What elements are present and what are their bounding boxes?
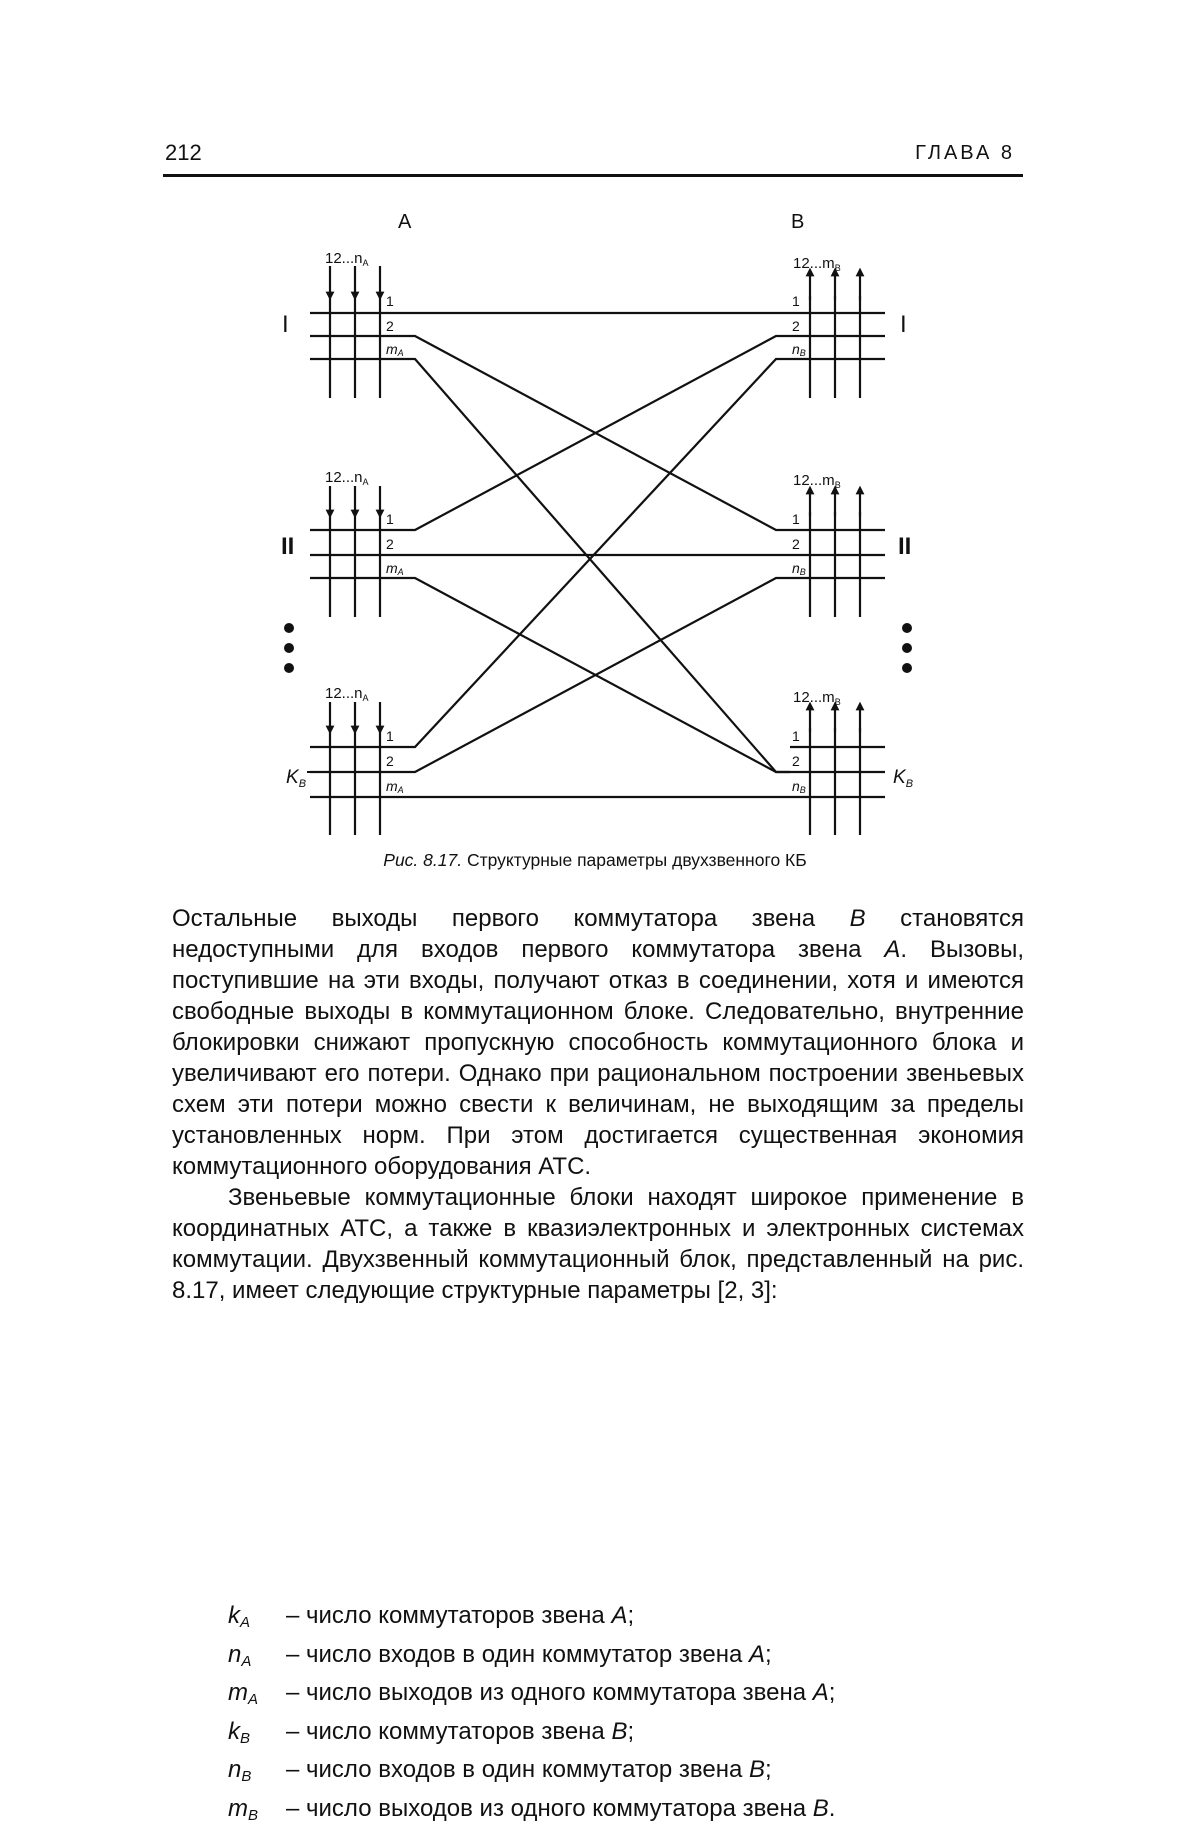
parameter-list (228, 1600, 835, 1831)
paragraph-1: Остальные выходы первого коммутатора звена B становятся недоступными для входов первого коммутатора звена A. Вызовы, поступившие на эти входы, получают отказ в соединении, хотя и имеются свободные выходы в коммутационном блоке. Следовательно, внутренние блокировки снижают пропускную способность коммутационного блока и увеличивают его потери. Однако при рациональном построении звеньевых схем эти потери можно свести к величинам, не выходящим за пределы установленных норм. При этом достигается существенная экономия коммутационного оборудования АТС. (172, 903, 1024, 1182)
svg-text:2: 2 (386, 753, 394, 769)
svg-text:1: 1 (386, 293, 394, 309)
param-mB: $m_B$ – число выходов из одного коммутатора звена B. (228, 1793, 835, 1831)
ellipsis-dots (284, 623, 912, 673)
block-label-right-1: I (900, 311, 907, 338)
svg-text:2: 2 (386, 318, 394, 334)
svg-text:2: 2 (792, 753, 800, 769)
row-labels-B (792, 293, 806, 795)
svg-text:nB: nB (792, 341, 806, 358)
stage-A-label: A (398, 211, 412, 233)
figure-caption (0, 850, 1190, 871)
svg-text:1: 1 (792, 293, 800, 309)
svg-text:1: 1 (386, 728, 394, 744)
page-header (163, 140, 1023, 177)
block-label-right-k: $K_B$ (893, 767, 913, 790)
svg-text:mA: mA (386, 341, 404, 358)
inputs-label-1: $12...n_A$ (325, 250, 369, 268)
svg-text:1: 1 (386, 511, 394, 527)
svg-text:mA: mA (386, 560, 404, 577)
chapter-title: ГЛАВА 8 (915, 142, 1015, 165)
svg-text:2: 2 (792, 536, 800, 552)
block-label-right-2: II (898, 533, 911, 560)
body-text (172, 903, 1024, 1306)
param-kB: $k_B$ – число коммутаторов звена B; (228, 1716, 835, 1755)
svg-text:nB: nB (792, 778, 806, 795)
svg-text:nB: nB (792, 560, 806, 577)
block-label-left-k: $K_B$ (286, 767, 306, 790)
stage-B-switch-1 (790, 272, 885, 398)
svg-text:mA: mA (386, 778, 404, 795)
inputs-label-k: $12...n_A$ (325, 685, 369, 703)
outputs-label-k: $12...m_B$ (793, 689, 841, 707)
stage-A-switch-k (310, 702, 395, 835)
row-labels-A (386, 293, 404, 795)
svg-text:1: 1 (792, 511, 800, 527)
block-label-left-1: I (282, 311, 289, 338)
param-mA: $m_A$ – число выходов из одного коммутатора звена A; (228, 1677, 835, 1716)
connection-links (395, 313, 790, 797)
paragraph-2: Звеньевые коммутационные блоки находят широкое применение в координатных АТС, а также в квазиэлектронных и электронных системах коммутации. Двухзвенный коммутационный блок, представленный на рис. 8.17, имеет следующие структурные параметры [2, 3]: (172, 1182, 1024, 1306)
stage-A-switch-2 (310, 486, 395, 617)
stage-A-switch-1 (310, 266, 395, 398)
outputs-label-2: $12...m_B$ (793, 472, 841, 490)
switching-block-diagram (0, 190, 1190, 840)
param-nA: $n_A$ – число входов в один коммутатор звена A; (228, 1639, 835, 1678)
block-label-left-2: II (281, 533, 294, 560)
inputs-label-2: $12...n_A$ (325, 469, 369, 487)
figure-number: Рис. 8.17. (383, 850, 462, 870)
svg-text:1: 1 (792, 728, 800, 744)
stage-B-switch-k (790, 706, 885, 835)
page-number: 212 (165, 140, 202, 166)
param-kA: $k_A$ – число коммутаторов звена A; (228, 1600, 835, 1639)
svg-text:2: 2 (386, 536, 394, 552)
stage-B-switch-2 (790, 490, 885, 617)
param-nB: $n_B$ – число входов в один коммутатор звена B; (228, 1754, 835, 1793)
figure-caption-text: Структурные параметры двухзвенного КБ (462, 850, 807, 870)
svg-text:2: 2 (792, 318, 800, 334)
outputs-label-1: $12...m_B$ (793, 255, 841, 273)
stage-B-label: B (791, 211, 804, 233)
